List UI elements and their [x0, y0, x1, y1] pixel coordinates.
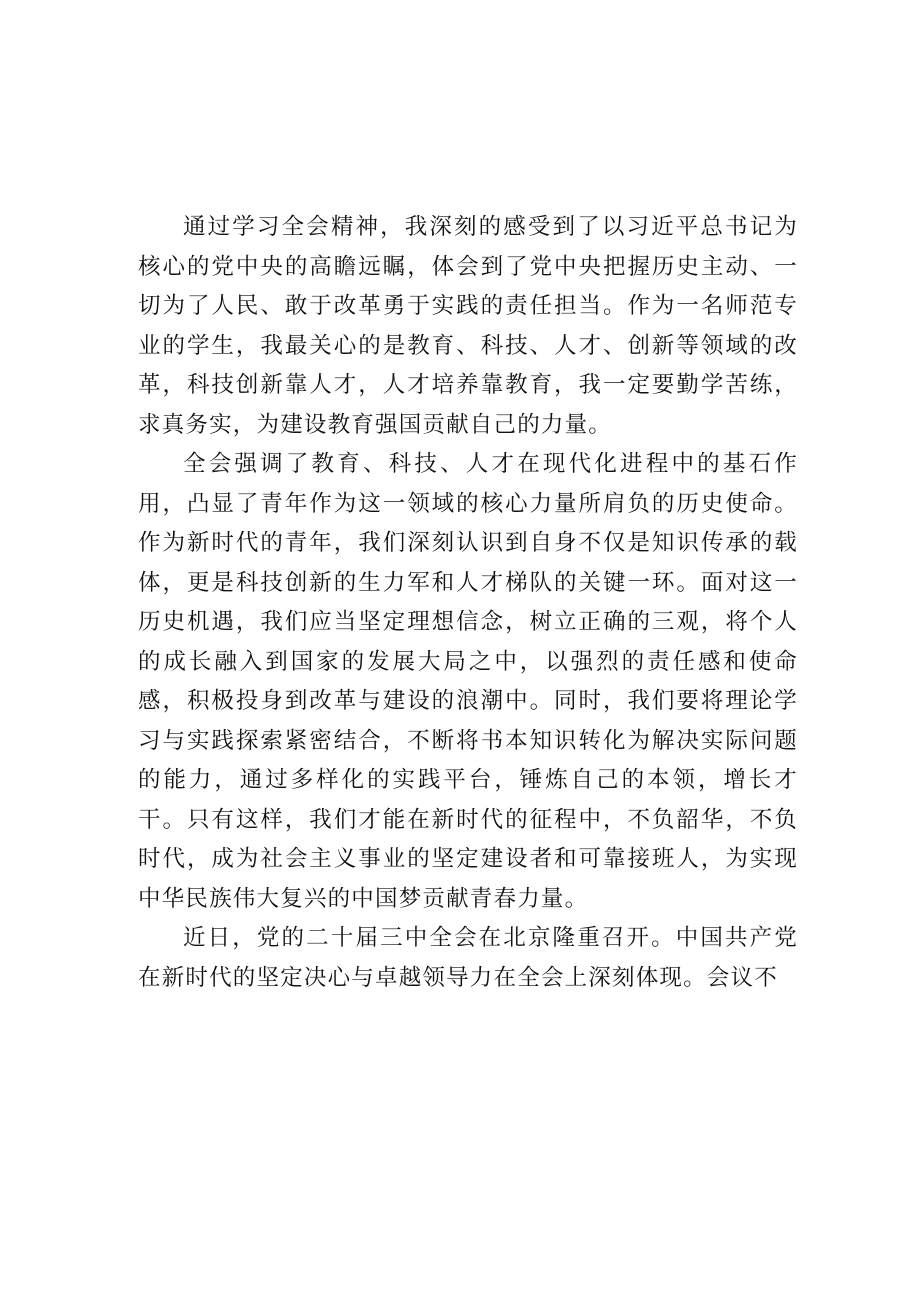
paragraph-1: 通过学习全会精神，我深刻的感受到了以习近平总书记为核心的党中央的高瞻远瞩，体会到了党中央把握历史主动、一切为了人民、敢于改革勇于实践的责任担当。作为一名师范专业的学生，我最关心的是教育、科技、人才、创新等领域的改革，科技创新靠人才，人才培养靠教育，我一定要勤学苦练，求真务实，为建设教育强国贡献自己的力量。 — [138, 214, 798, 438]
document-body — [138, 208, 798, 998]
paragraph-2: 全会强调了教育、科技、人才在现代化进程中的基石作用，凸显了青年作为这一领域的核心力量所肩负的历史使命。作为新时代的青年，我们深刻认识到自身不仅是知识传承的载体，更是科技创新的生力军和人才梯队的关键一环。面对这一历史机遇，我们应当坚定理想信念，树立正确的三观，将个人的成长融入到国家的发展大局之中，以强烈的责任感和使命感，积极投身到改革与建设的浪潮中。同时，我们要将理论学习与实践探索紧密结合，不断将书本知识转化为解决实际问题的能力，通过多样化的实践平台，锤炼自己的本领，增长才干。只有这样，我们才能在新时代的征程中，不负韶华，不负时代，成为社会主义事业的坚定建设者和可靠接班人，为实现中华民族伟大复兴的中国梦贡献青春力量。 — [138, 451, 798, 912]
paragraph-3: 近日，党的二十届三中全会在北京隆重召开。中国共产党在新时代的坚定决心与卓越领导力在全会上深刻体现。会议不 — [138, 925, 798, 991]
